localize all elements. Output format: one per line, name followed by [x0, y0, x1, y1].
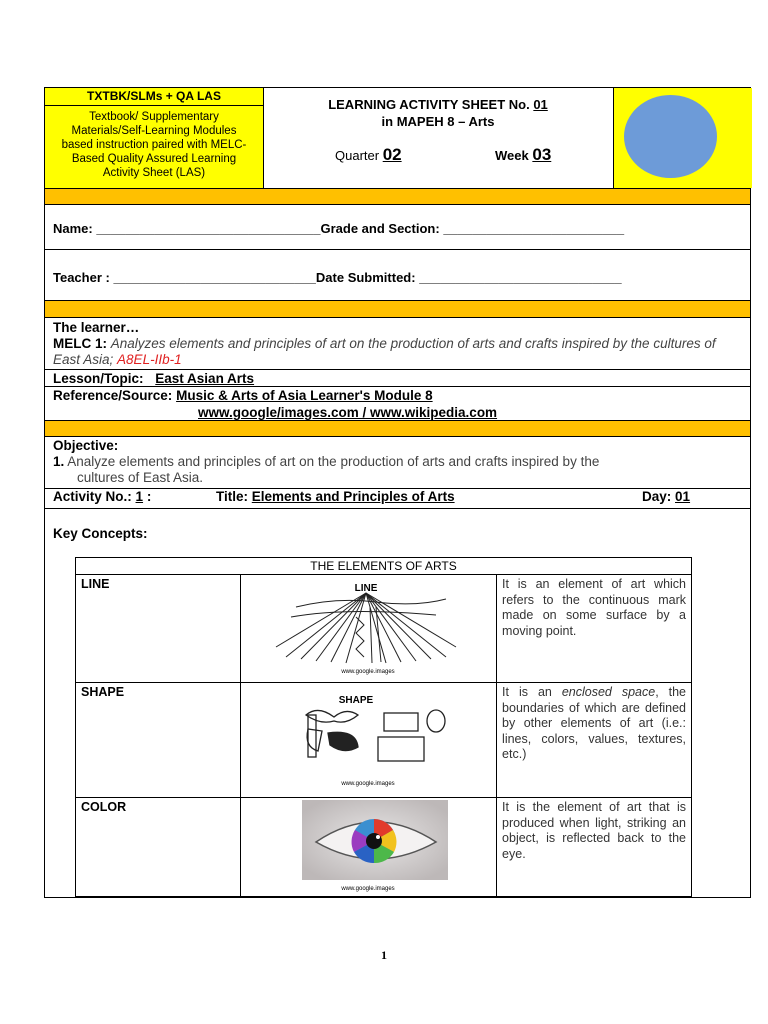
line-caption: www.google.images [341, 669, 395, 675]
teacher-field[interactable]: ____________________________ [113, 270, 316, 285]
header-right-box [613, 88, 752, 188]
activity-title-label: Title: [216, 489, 249, 504]
badge-title: TXTBK/SLMs + QA LAS [45, 88, 263, 106]
element-name-shape: SHAPE [76, 683, 241, 798]
objective-text-2: cultures of East Asia. [77, 470, 204, 485]
table-row [76, 798, 692, 897]
melc-code: A8EL-IIb-1 [117, 352, 182, 367]
orange-band-2 [45, 301, 750, 317]
line-description: It is an element of art which refers to the continuous mark made on some surface by a moving point. [497, 575, 692, 683]
elements-table-title: THE ELEMENTS OF ARTS [76, 558, 692, 575]
objective-block [53, 438, 743, 486]
shape-description: It is an enclosed space, the boundaries of which are defined by other elements of art (i.e.: lines, colors, values, textures, etc.) [497, 683, 692, 798]
element-name-color: COLOR [76, 798, 241, 897]
week-value: 03 [532, 145, 552, 164]
title-line2: in MAPEH 8 – Arts [381, 114, 495, 129]
logo-circle [624, 95, 717, 178]
day-value: 01 [675, 489, 691, 504]
color-description: It is the element of art that is produced when light, striking an object, is reflected back to the eye. [497, 798, 692, 897]
shape-image-cell [241, 683, 497, 798]
activity-sheet [44, 87, 751, 898]
date-field[interactable]: ____________________________ [419, 270, 622, 285]
lesson-label: Lesson/Topic: [53, 371, 144, 386]
name-label: Name: [53, 221, 97, 236]
objective-text-1: Analyze elements and principles of art on the production of arts and crafts inspired by the [67, 454, 600, 469]
reference-label: Reference/Source: [53, 388, 173, 403]
teacher-row [53, 270, 622, 285]
page-number: 1 [381, 948, 387, 962]
orange-band-3 [45, 421, 750, 436]
quarter-label: Quarter [335, 148, 380, 163]
shape-caption: www.google.images [341, 781, 395, 787]
day-label: Day: [642, 489, 672, 504]
shape-illustration [246, 685, 491, 793]
lesson-value: East Asian Arts [155, 371, 255, 386]
activity-no-label: Activity No.: [53, 489, 132, 504]
lesson-row [53, 371, 254, 386]
table-row [76, 683, 692, 798]
line-illustration [246, 577, 491, 677]
activity-title-value: Elements and Principles of Arts [251, 489, 455, 504]
teacher-label: Teacher : [53, 270, 114, 285]
elements-table [75, 557, 692, 897]
week-label: Week [495, 148, 529, 163]
sheet-number: 01 [533, 97, 548, 112]
title-prefix: LEARNING ACTIVITY SHEET No. [328, 97, 530, 112]
key-concepts-label: Key Concepts: [53, 526, 148, 541]
header-left-box [45, 88, 264, 188]
quarter-value: 02 [382, 145, 402, 164]
eye-illustration [246, 800, 491, 894]
color-caption: www.google.images [341, 886, 395, 892]
objective-label: Objective: [53, 438, 119, 453]
melc-block [53, 320, 743, 368]
line-image-cell [241, 575, 497, 683]
learner-label: The learner… [53, 320, 140, 335]
melc-label: MELC 1: [53, 336, 107, 351]
orange-band-1 [45, 189, 750, 204]
melc-text: Analyzes elements and principles of art on the production of arts and crafts inspired by the cultures of East Asia; [53, 336, 716, 367]
reference-value-2: www.google/images.com / www.wikipedia.com [198, 405, 498, 420]
color-image-cell [241, 798, 497, 897]
activity-no-value: 1 [135, 489, 144, 504]
table-row [76, 575, 692, 683]
grade-field[interactable]: _________________________ [443, 221, 625, 236]
element-name-line: LINE [76, 575, 241, 683]
sheet-title [263, 88, 613, 188]
activity-row [53, 489, 743, 507]
activity-colon: : [146, 489, 152, 504]
date-label: Date Submitted: [315, 270, 420, 285]
reference-row [53, 388, 433, 403]
line-image-label: LINE [354, 583, 378, 594]
objective-number: 1. [53, 454, 65, 469]
shape-image-label: SHAPE [338, 695, 374, 706]
badge-text: Textbook/ Supplementary Materials/Self-Learning Modules based instruction paired with MELC-Based Quality Assured Learning Activity Sheet (LAS) [61, 111, 247, 179]
grade-label: Grade and Section: [320, 221, 444, 236]
name-row [53, 221, 624, 236]
name-field[interactable]: _______________________________ [96, 221, 321, 236]
reference-value-1: Music & Arts of Asia Learner's Module 8 [176, 388, 433, 403]
